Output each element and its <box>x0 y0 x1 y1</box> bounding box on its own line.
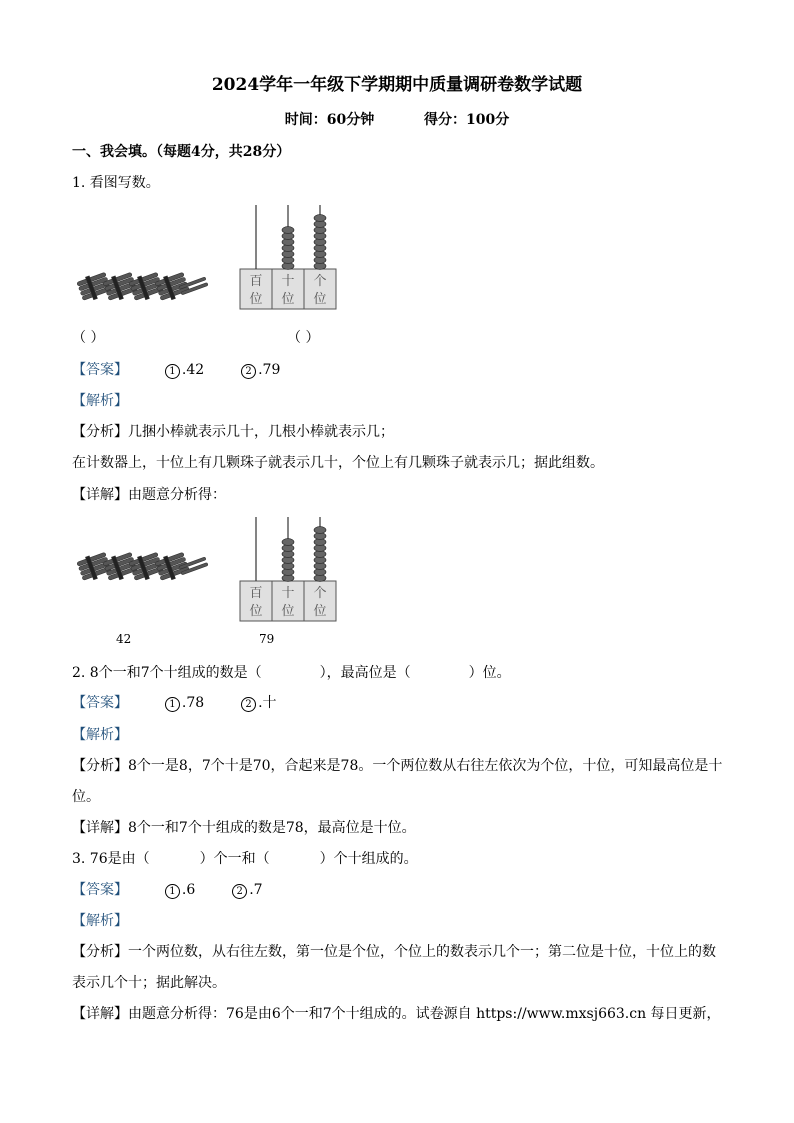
abacus-label: 个 <box>313 274 327 289</box>
section-1-heading: 一、我会填。（每题4分，共28分） <box>72 144 291 160</box>
svg-text:位: 位 <box>281 604 295 619</box>
tens-beads <box>282 227 294 270</box>
q1-answer: 【答案】 1 .42 2 .79 <box>72 362 281 378</box>
q3-jiexi: 【解析】 <box>72 913 128 929</box>
stick-bundle-icon <box>76 550 208 583</box>
circle-1-icon: 1 <box>165 884 180 899</box>
ones-beads <box>314 215 326 270</box>
abacus-label: 百 <box>249 274 263 289</box>
abacus-label: 十 <box>281 274 295 289</box>
abacus-label: 位 <box>281 292 295 307</box>
fig-label-79: 79 <box>259 632 275 646</box>
fig-label-42: 42 <box>116 632 132 646</box>
exam-title: 2024学年一年级下学期期中质量调研卷数学试题 <box>211 75 583 95</box>
circle-2-icon: 2 <box>241 364 256 379</box>
q3-answer: 【答案】 1 .6 2 .7 <box>72 882 263 898</box>
svg-text:百: 百 <box>249 586 263 601</box>
q1-paren-left: （ ） <box>72 330 105 346</box>
abacus-label: 位 <box>313 292 327 307</box>
svg-text:位: 位 <box>249 604 263 619</box>
q1-xiangjie: 【详解】由题意分析得： <box>72 487 226 503</box>
abacus-figure <box>232 203 342 313</box>
q1-stem: 1. 看图写数。 <box>72 175 160 191</box>
sticks-figure <box>72 265 212 315</box>
q2-answer: 【答案】 1 .78 2 .十 <box>72 695 277 711</box>
svg-text:个: 个 <box>313 586 327 601</box>
q2-xiangjie: 【详解】8个一和7个十组成的数是78，最高位是十位。 <box>72 820 416 836</box>
time-label: 时间：60分钟 <box>284 112 375 128</box>
q1-answer-1: 42 <box>186 362 205 378</box>
q1-fenxi: 【分析】几捆小棒就表示几十，几根小棒就表示几； <box>72 424 394 440</box>
q3-stem: 3. 76是由（ ）个一和（ ）个十组成的。 <box>72 851 418 867</box>
answer-tag: 【答案】 <box>72 362 128 378</box>
abacus-figure-2 <box>232 515 342 625</box>
q3-xiangjie: 【详解】由题意分析得：76是由6个一和7个十组成的。试卷源自 https://www.mxsj663.cn 每日更新， <box>72 1006 721 1022</box>
q2-fenxi-2: 位。 <box>72 789 100 805</box>
score-label: 得分：100分 <box>424 112 510 128</box>
svg-text:十: 十 <box>281 586 295 601</box>
circle-1-icon: 1 <box>165 364 180 379</box>
stick-bundle-icon <box>76 270 208 303</box>
q1-jiexi: 【解析】 <box>72 393 128 409</box>
q2-jiexi: 【解析】 <box>72 727 128 743</box>
q1-paren-right: （ ） <box>287 330 320 346</box>
svg-text:位: 位 <box>313 604 327 619</box>
q2-stem: 2. 8个一和7个十组成的数是（ ），最高位是（ ）位。 <box>72 665 511 681</box>
q3-fenxi-2: 表示几个十；据此解决。 <box>72 975 226 991</box>
circle-2-icon: 2 <box>241 697 256 712</box>
q3-fenxi: 【分析】一个两位数，从右往左数，第一位是个位，个位上的数表示几个一；第二位是十位，十位上的数 <box>72 944 716 960</box>
circle-1-icon: 1 <box>165 697 180 712</box>
q1-answer-2: 79 <box>262 362 281 378</box>
q2-fenxi: 【分析】8个一是8，7个十是70，合起来是78。一个两位数从右往左依次为个位，十位，可知最高位是十 <box>72 758 723 774</box>
q1-fenxi-2: 在计数器上，十位上有几颗珠子就表示几十，个位上有几颗珠子就表示几；据此组数。 <box>72 455 604 471</box>
sticks-figure-2 <box>72 545 212 595</box>
exam-subtitle <box>0 109 794 129</box>
abacus-label: 位 <box>249 292 263 307</box>
circle-2-icon: 2 <box>232 884 247 899</box>
